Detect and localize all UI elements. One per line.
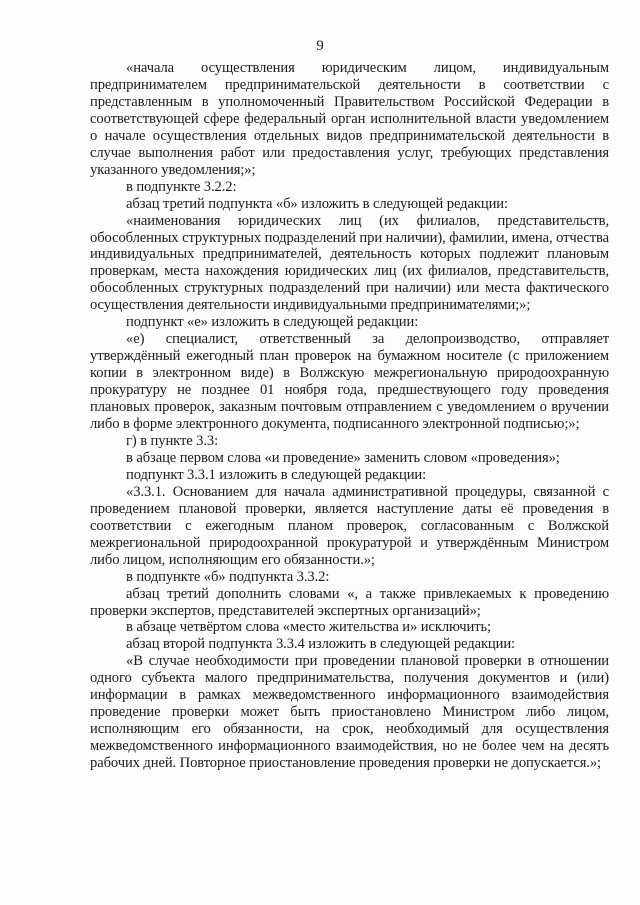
- paragraph-subpoint-e-instruction: подпункт «е» изложить в следующей редакции:: [126, 314, 419, 331]
- paragraph-first-abzac-replace: в абзаце первом слова «и проведение» заменить словом «проведения»;: [126, 449, 560, 466]
- paragraph-quote-names: «наименования юридических лиц (их филиалов, представительств, обособленных структурных подразделений при наличии), фамилии, имена, отчества индивидуальных предпринимателей, деятельность которых подлежит плановым проверкам, места нахождения юридических лиц (их филиалов, представительств, обособленных структурных подразделений при наличии) или места фактического осуществления деятельности индивидуальными предпринимателями;»;: [90, 212, 609, 314]
- paragraph-quote-suspension: «В случае необходимости при проведении плановой проверки в отношении одного субъекта малого предпринимательства, получения документов и (или) информации в рамках межведомственного информационного взаимодействия проведение проверки может быть приостановлено Министром либо лицом, исполняющим его обязанности, на срок, необходимый для осуществления межведомственного информационного взаимодействия, но не более чем на десять рабочих дней. Повторное приостановление проведения проверки не допускается.»;: [90, 653, 609, 772]
- paragraph-subpoint-3-3-4-instruction: абзац второй подпункта 3.3.4 изложить в следующей редакции:: [126, 636, 516, 653]
- paragraph-abzac-b-instruction: абзац третий подпункта «б» изложить в следующей редакции:: [126, 195, 508, 212]
- page-number: 9: [316, 38, 324, 54]
- paragraph-abzac-fourth-exclude: в абзаце четвёртом слова «место жительства и» исключить;: [126, 619, 492, 636]
- paragraph-quote-3-3-1: «3.3.1. Основанием для начала административной процедуры, связанной с проведением плановой проверки, является наступление даты её проведения в соответствии с ежегодным планом проверок, согласованным с Волжской межрегиональной природоохранной прокуратурой и утверждённым Министром либо лицом, исполняющим его обязанности.»;: [90, 483, 609, 568]
- paragraph-subpoint-3-2-2: в подпункте 3.2.2:: [126, 178, 237, 195]
- paragraph-quote-start-activity: «начала осуществления юридическим лицом, индивидуальным предпринимателем предпринимательской деятельности в соответствии с представленным в уполномоченный Правительством Российской Федерации в соответствующей сфере федеральный орган исполнительной власти уведомлением о начале осуществления отдельных видов предпринимательской деятельности в случае выполнения работ или предоставления услуг, требующих представления указанного уведомления;»;: [90, 60, 609, 178]
- paragraph-subpoint-3-3-2: в подпункте «б» подпункта 3.3.2:: [126, 568, 330, 585]
- paragraph-abzac-third-add: абзац третий дополнить словами «, а также привлекаемых к проведению проверки экспертов, представителей экспертных организаций»;: [90, 585, 609, 619]
- paragraph-point-3-3: г) в пункте 3.3:: [126, 432, 219, 449]
- paragraph-quote-specialist: «е) специалист, ответственный за делопроизводство, отправляет утверждённый ежегодный план проверок на бумажном носителе (с приложением копии в электронном виде) в Волжскую межрегиональную природоохранную прокуратуру не позднее 01 ноября года, предшествующего году проведения плановых проверок, заказным почтовым отправлением с уведомлением о вручении либо в форме электронного документа, подписанного электронной подписью;»;: [90, 331, 609, 433]
- paragraph-subpoint-3-3-1-instruction: подпункт 3.3.1 изложить в следующей редакции:: [126, 466, 427, 483]
- document-body: [90, 60, 609, 772]
